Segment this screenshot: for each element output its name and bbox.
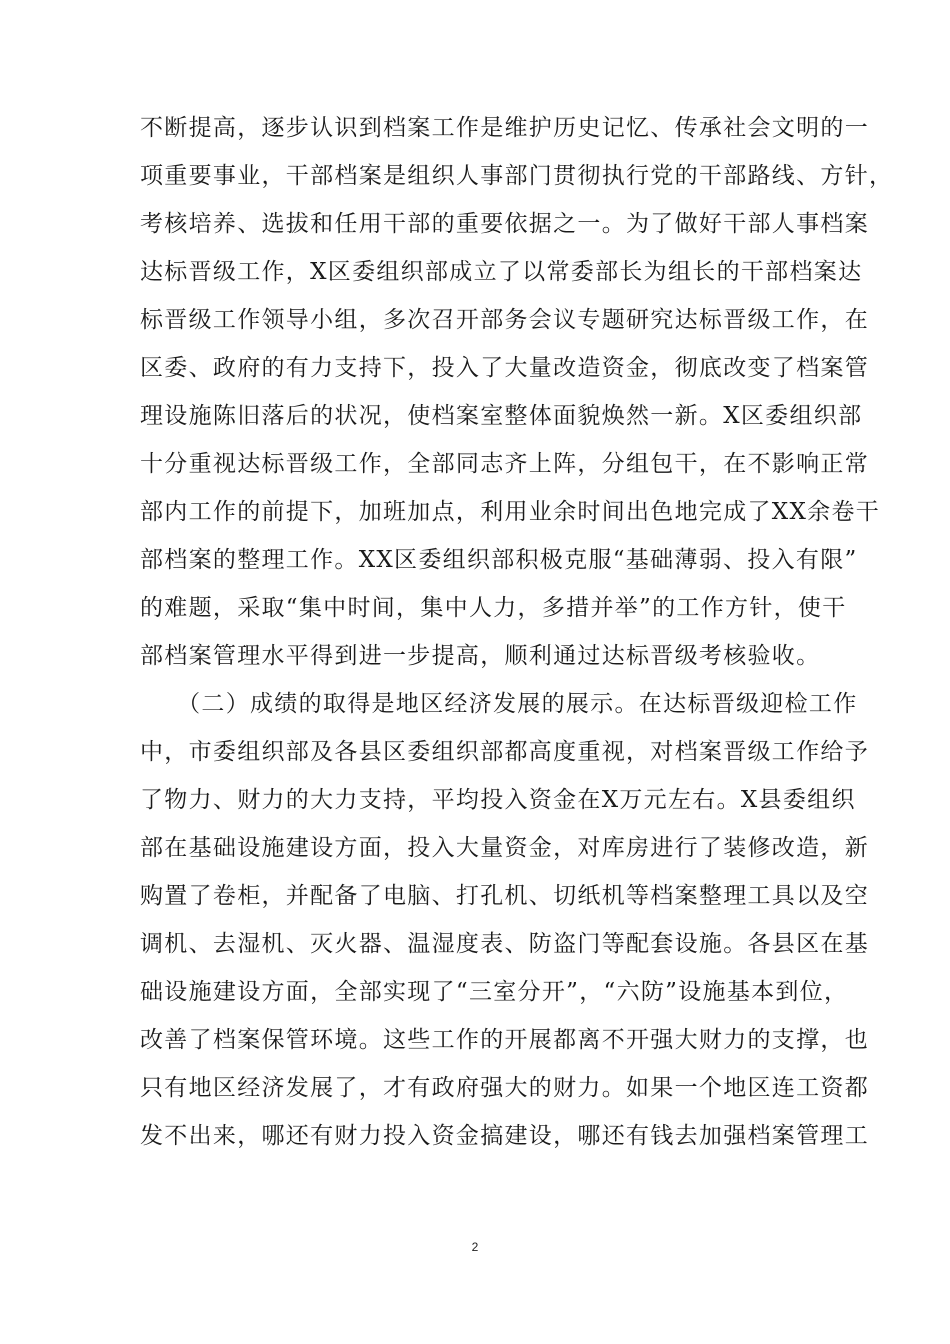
text-line-2: 项重要事业，干部档案是组织人事部门贯彻执行党的干部路线、方针， (140, 163, 894, 189)
text-line-7: 理设施陈旧落后的状况，使档案室整体面貌焕然一新。X区委组织部 (140, 403, 863, 429)
text-line-4: 达标晋级工作，X区委组织部成立了以常委部长为组长的干部档案达 (140, 259, 863, 285)
text-line-12: 部档案管理水平得到进一步提高，顺利通过达标晋级考核验收。 (140, 643, 821, 669)
text-line-10: 部档案的整理工作。XX区委组织部积极克服“基础薄弱、投入有限” (140, 547, 858, 573)
text-line-18: 调机、去湿机、灭火器、温湿度表、防盗门等配套设施。各县区在基 (140, 931, 869, 957)
body-text (140, 104, 894, 1160)
text-line-1: 不断提高，逐步认识到档案工作是维护历史记忆、传承社会文明的一 (140, 115, 869, 141)
text-line-9: 部内工作的前提下，加班加点，利用业余时间出色地完成了XX余卷干 (140, 499, 881, 525)
text-line-3: 考核培养、选拔和任用干部的重要依据之一。为了做好干部人事档案 (140, 211, 869, 237)
text-line-21: 只有地区经济发展了，才有政府强大的财力。如果一个地区连工资都 (140, 1075, 869, 1101)
text-line-8: 十分重视达标晋级工作，全部同志齐上阵，分组包干，在不影响正常 (140, 451, 869, 477)
text-line-19: 础设施建设方面，全部实现了“三室分开”，“六防”设施基本到位， (140, 979, 849, 1005)
text-line-17: 购置了卷柜，并配备了电脑、打孔机、切纸机等档案整理工具以及空 (140, 883, 869, 909)
text-line-16: 部在基础设施建设方面，投入大量资金，对库房进行了装修改造，新 (140, 835, 869, 861)
text-line-6: 区委、政府的有力支持下，投入了大量改造资金，彻底改变了档案管 (140, 355, 869, 381)
text-line-20: 改善了档案保管环境。这些工作的开展都离不开强大财力的支撑，也 (140, 1027, 869, 1053)
text-line-22: 发不出来，哪还有财力投入资金搞建设，哪还有钱去加强档案管理工 (140, 1123, 869, 1149)
text-line-5: 标晋级工作领导小组，多次召开部务会议专题研究达标晋级工作，在 (140, 307, 869, 333)
text-line-15: 了物力、财力的大力支持，平均投入资金在X万元左右。X县委组织 (140, 787, 856, 813)
text-line-11: 的难题，采取“集中时间，集中人力，多措并举”的工作方针，使干 (140, 595, 847, 621)
page-number: 2 (471, 1240, 479, 1254)
text-line-14: 中，市委组织部及各县区委组织部都高度重视，对档案晋级工作给予 (140, 739, 869, 765)
text-line-13: （二）成绩的取得是地区经济发展的展示。在达标晋级迎检工作 (140, 691, 858, 717)
